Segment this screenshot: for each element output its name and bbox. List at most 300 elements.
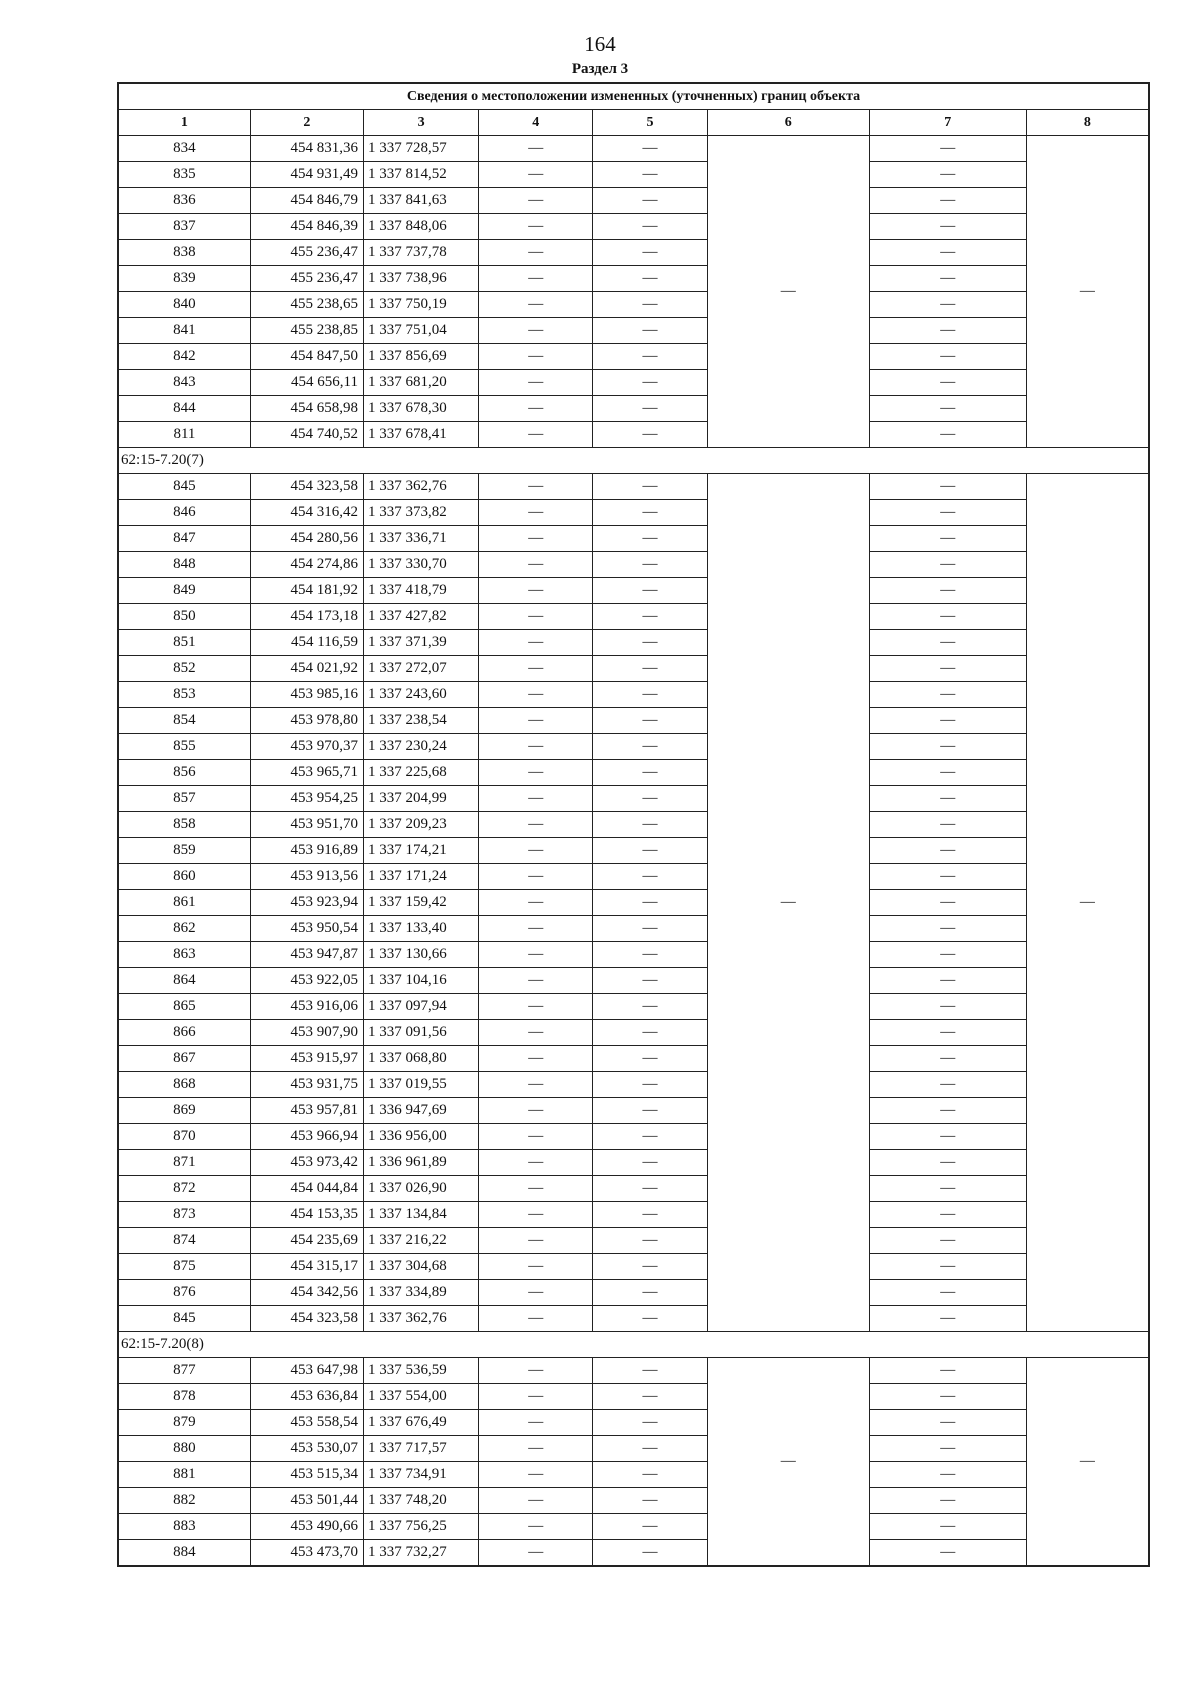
col7-dash-cell: — [869, 786, 1026, 812]
group-header-row [118, 448, 1149, 474]
col5-dash-cell: — [593, 1046, 707, 1072]
point-number-cell: 884 [118, 1540, 250, 1567]
table-row [118, 1046, 1149, 1072]
x-coordinate-cell: 454 846,79 [250, 188, 363, 214]
y-coordinate-cell: 1 337 737,78 [363, 240, 478, 266]
y-coordinate-cell: 1 337 134,84 [363, 1202, 478, 1228]
table-caption: Сведения о местоположении измененных (уточненных) границ объекта [118, 83, 1149, 110]
col5-dash-cell: — [593, 1202, 707, 1228]
col4-dash-cell: — [479, 344, 593, 370]
table-row [118, 838, 1149, 864]
col7-dash-cell: — [869, 292, 1026, 318]
y-coordinate-cell: 1 337 848,06 [363, 214, 478, 240]
col6-merged-dash-cell: — [707, 136, 869, 448]
table-row [118, 188, 1149, 214]
col4-dash-cell: — [479, 916, 593, 942]
col7-dash-cell: — [869, 838, 1026, 864]
table-row [118, 500, 1149, 526]
point-number-cell: 879 [118, 1410, 250, 1436]
col4-dash-cell: — [479, 1254, 593, 1280]
col4-dash-cell: — [479, 370, 593, 396]
x-coordinate-cell: 455 238,65 [250, 292, 363, 318]
col7-dash-cell: — [869, 214, 1026, 240]
table-row [118, 1540, 1149, 1567]
x-coordinate-cell: 454 323,58 [250, 474, 363, 500]
col4-dash-cell: — [479, 526, 593, 552]
point-number-cell: 858 [118, 812, 250, 838]
col4-dash-cell: — [479, 994, 593, 1020]
table-row [118, 1436, 1149, 1462]
column-header: 5 [593, 110, 707, 136]
x-coordinate-cell: 454 116,59 [250, 630, 363, 656]
col6-merged-dash-cell: — [707, 474, 869, 1332]
table-body [118, 136, 1149, 1567]
y-coordinate-cell: 1 337 751,04 [363, 318, 478, 344]
col7-dash-cell: — [869, 1436, 1026, 1462]
y-coordinate-cell: 1 337 738,96 [363, 266, 478, 292]
y-coordinate-cell: 1 337 678,30 [363, 396, 478, 422]
col5-dash-cell: — [593, 812, 707, 838]
table-row [118, 578, 1149, 604]
table-row [118, 1280, 1149, 1306]
point-number-cell: 846 [118, 500, 250, 526]
point-number-cell: 839 [118, 266, 250, 292]
table-row [118, 1228, 1149, 1254]
col7-dash-cell: — [869, 864, 1026, 890]
col4-dash-cell: — [479, 1046, 593, 1072]
col4-dash-cell: — [479, 396, 593, 422]
y-coordinate-cell: 1 337 104,16 [363, 968, 478, 994]
col5-dash-cell: — [593, 292, 707, 318]
column-header: 8 [1026, 110, 1149, 136]
x-coordinate-cell: 453 530,07 [250, 1436, 363, 1462]
x-coordinate-cell: 454 656,11 [250, 370, 363, 396]
col5-dash-cell: — [593, 1020, 707, 1046]
x-coordinate-cell: 453 907,90 [250, 1020, 363, 1046]
y-coordinate-cell: 1 336 956,00 [363, 1124, 478, 1150]
y-coordinate-cell: 1 337 418,79 [363, 578, 478, 604]
x-coordinate-cell: 454 342,56 [250, 1280, 363, 1306]
y-coordinate-cell: 1 336 947,69 [363, 1098, 478, 1124]
col5-dash-cell: — [593, 474, 707, 500]
col7-dash-cell: — [869, 942, 1026, 968]
point-number-cell: 873 [118, 1202, 250, 1228]
point-number-cell: 857 [118, 786, 250, 812]
col5-dash-cell: — [593, 994, 707, 1020]
col5-dash-cell: — [593, 1150, 707, 1176]
col7-dash-cell: — [869, 656, 1026, 682]
col7-dash-cell: — [869, 1514, 1026, 1540]
point-number-cell: 844 [118, 396, 250, 422]
col4-dash-cell: — [479, 1124, 593, 1150]
table-row [118, 968, 1149, 994]
x-coordinate-cell: 455 238,85 [250, 318, 363, 344]
col5-dash-cell: — [593, 1514, 707, 1540]
col4-dash-cell: — [479, 292, 593, 318]
col4-dash-cell: — [479, 734, 593, 760]
col4-dash-cell: — [479, 1462, 593, 1488]
y-coordinate-cell: 1 337 814,52 [363, 162, 478, 188]
col7-dash-cell: — [869, 916, 1026, 942]
col5-dash-cell: — [593, 864, 707, 890]
col5-dash-cell: — [593, 890, 707, 916]
col4-dash-cell: — [479, 630, 593, 656]
y-coordinate-cell: 1 337 209,23 [363, 812, 478, 838]
col5-dash-cell: — [593, 708, 707, 734]
point-number-cell: 859 [118, 838, 250, 864]
col7-dash-cell: — [869, 604, 1026, 630]
col4-dash-cell: — [479, 162, 593, 188]
point-number-cell: 882 [118, 1488, 250, 1514]
col7-dash-cell: — [869, 1384, 1026, 1410]
table-row [118, 864, 1149, 890]
col7-dash-cell: — [869, 1098, 1026, 1124]
group-label: 62:15-7.20(8) [118, 1332, 1149, 1358]
y-coordinate-cell: 1 337 304,68 [363, 1254, 478, 1280]
y-coordinate-cell: 1 337 748,20 [363, 1488, 478, 1514]
col4-dash-cell: — [479, 1540, 593, 1567]
table-row [118, 552, 1149, 578]
point-number-cell: 862 [118, 916, 250, 942]
point-number-cell: 868 [118, 1072, 250, 1098]
column-header: 6 [707, 110, 869, 136]
y-coordinate-cell: 1 336 961,89 [363, 1150, 478, 1176]
col7-dash-cell: — [869, 266, 1026, 292]
y-coordinate-cell: 1 337 750,19 [363, 292, 478, 318]
table-row [118, 1410, 1149, 1436]
group-header-row [118, 1332, 1149, 1358]
y-coordinate-cell: 1 337 841,63 [363, 188, 478, 214]
y-coordinate-cell: 1 337 427,82 [363, 604, 478, 630]
table-row [118, 370, 1149, 396]
y-coordinate-cell: 1 337 243,60 [363, 682, 478, 708]
table-row [118, 682, 1149, 708]
col5-dash-cell: — [593, 188, 707, 214]
col7-dash-cell: — [869, 370, 1026, 396]
x-coordinate-cell: 453 965,71 [250, 760, 363, 786]
col5-dash-cell: — [593, 526, 707, 552]
col4-dash-cell: — [479, 578, 593, 604]
col4-dash-cell: — [479, 318, 593, 344]
x-coordinate-cell: 454 153,35 [250, 1202, 363, 1228]
col5-dash-cell: — [593, 1462, 707, 1488]
point-number-cell: 845 [118, 474, 250, 500]
point-number-cell: 880 [118, 1436, 250, 1462]
col5-dash-cell: — [593, 344, 707, 370]
col6-merged-dash-cell: — [707, 1358, 869, 1567]
col4-dash-cell: — [479, 604, 593, 630]
col7-dash-cell: — [869, 500, 1026, 526]
col4-dash-cell: — [479, 1358, 593, 1384]
col5-dash-cell: — [593, 578, 707, 604]
table-row [118, 1306, 1149, 1332]
x-coordinate-cell: 453 966,94 [250, 1124, 363, 1150]
group-label: 62:15-7.20(7) [118, 448, 1149, 474]
y-coordinate-cell: 1 337 554,00 [363, 1384, 478, 1410]
col4-dash-cell: — [479, 838, 593, 864]
table-row [118, 162, 1149, 188]
table-row [118, 942, 1149, 968]
col7-dash-cell: — [869, 1280, 1026, 1306]
y-coordinate-cell: 1 337 068,80 [363, 1046, 478, 1072]
y-coordinate-cell: 1 337 678,41 [363, 422, 478, 448]
table-row [118, 786, 1149, 812]
y-coordinate-cell: 1 337 732,27 [363, 1540, 478, 1567]
col7-dash-cell: — [869, 1124, 1026, 1150]
col7-dash-cell: — [869, 1358, 1026, 1384]
x-coordinate-cell: 453 970,37 [250, 734, 363, 760]
col5-dash-cell: — [593, 396, 707, 422]
x-coordinate-cell: 454 316,42 [250, 500, 363, 526]
table-row [118, 812, 1149, 838]
point-number-cell: 843 [118, 370, 250, 396]
point-number-cell: 871 [118, 1150, 250, 1176]
col4-dash-cell: — [479, 812, 593, 838]
y-coordinate-cell: 1 337 238,54 [363, 708, 478, 734]
point-number-cell: 842 [118, 344, 250, 370]
col7-dash-cell: — [869, 526, 1026, 552]
y-coordinate-cell: 1 337 225,68 [363, 760, 478, 786]
table-row [118, 318, 1149, 344]
x-coordinate-cell: 453 913,56 [250, 864, 363, 890]
y-coordinate-cell: 1 337 133,40 [363, 916, 478, 942]
section-title: Раздел 3 [571, 61, 629, 77]
x-coordinate-cell: 454 740,52 [250, 422, 363, 448]
x-coordinate-cell: 454 021,92 [250, 656, 363, 682]
point-number-cell: 865 [118, 994, 250, 1020]
point-number-cell: 864 [118, 968, 250, 994]
point-number-cell: 855 [118, 734, 250, 760]
col5-dash-cell: — [593, 370, 707, 396]
col4-dash-cell: — [479, 552, 593, 578]
y-coordinate-cell: 1 337 362,76 [363, 474, 478, 500]
col5-dash-cell: — [593, 422, 707, 448]
col4-dash-cell: — [479, 890, 593, 916]
table-row [118, 890, 1149, 916]
point-number-cell: 852 [118, 656, 250, 682]
col5-dash-cell: — [593, 1254, 707, 1280]
col7-dash-cell: — [869, 1228, 1026, 1254]
y-coordinate-cell: 1 337 091,56 [363, 1020, 478, 1046]
col4-dash-cell: — [479, 240, 593, 266]
point-number-cell: 838 [118, 240, 250, 266]
col7-dash-cell: — [869, 1254, 1026, 1280]
point-number-cell: 860 [118, 864, 250, 890]
point-number-cell: 853 [118, 682, 250, 708]
point-number-cell: 854 [118, 708, 250, 734]
y-coordinate-cell: 1 337 336,71 [363, 526, 478, 552]
y-coordinate-cell: 1 337 334,89 [363, 1280, 478, 1306]
col4-dash-cell: — [479, 1150, 593, 1176]
y-coordinate-cell: 1 337 174,21 [363, 838, 478, 864]
point-number-cell: 837 [118, 214, 250, 240]
col7-dash-cell: — [869, 1540, 1026, 1567]
x-coordinate-cell: 454 181,92 [250, 578, 363, 604]
col5-dash-cell: — [593, 656, 707, 682]
col7-dash-cell: — [869, 1462, 1026, 1488]
col5-dash-cell: — [593, 1280, 707, 1306]
col7-dash-cell: — [869, 1020, 1026, 1046]
x-coordinate-cell: 454 280,56 [250, 526, 363, 552]
x-coordinate-cell: 453 954,25 [250, 786, 363, 812]
col4-dash-cell: — [479, 864, 593, 890]
col7-dash-cell: — [869, 1176, 1026, 1202]
y-coordinate-cell: 1 337 856,69 [363, 344, 478, 370]
table-row [118, 1176, 1149, 1202]
col5-dash-cell: — [593, 838, 707, 864]
y-coordinate-cell: 1 337 728,57 [363, 136, 478, 162]
col5-dash-cell: — [593, 630, 707, 656]
col5-dash-cell: — [593, 1306, 707, 1332]
col7-dash-cell: — [869, 890, 1026, 916]
col4-dash-cell: — [479, 422, 593, 448]
y-coordinate-cell: 1 337 676,49 [363, 1410, 478, 1436]
col5-dash-cell: — [593, 1436, 707, 1462]
col7-dash-cell: — [869, 734, 1026, 760]
col7-dash-cell: — [869, 812, 1026, 838]
table-row [118, 422, 1149, 448]
point-number-cell: 872 [118, 1176, 250, 1202]
point-number-cell: 874 [118, 1228, 250, 1254]
col4-dash-cell: — [479, 188, 593, 214]
col5-dash-cell: — [593, 942, 707, 968]
x-coordinate-cell: 453 647,98 [250, 1358, 363, 1384]
x-coordinate-cell: 453 947,87 [250, 942, 363, 968]
col4-dash-cell: — [479, 214, 593, 240]
y-coordinate-cell: 1 337 216,22 [363, 1228, 478, 1254]
y-coordinate-cell: 1 337 717,57 [363, 1436, 478, 1462]
col5-dash-cell: — [593, 500, 707, 526]
point-number-cell: 869 [118, 1098, 250, 1124]
x-coordinate-cell: 454 658,98 [250, 396, 363, 422]
table-row [118, 708, 1149, 734]
table-row [118, 292, 1149, 318]
coordinates-table [117, 82, 1150, 1567]
point-number-cell: 875 [118, 1254, 250, 1280]
x-coordinate-cell: 453 931,75 [250, 1072, 363, 1098]
col7-dash-cell: — [869, 318, 1026, 344]
col5-dash-cell: — [593, 604, 707, 630]
x-coordinate-cell: 455 236,47 [250, 266, 363, 292]
x-coordinate-cell: 453 501,44 [250, 1488, 363, 1514]
y-coordinate-cell: 1 337 230,24 [363, 734, 478, 760]
col4-dash-cell: — [479, 1020, 593, 1046]
point-number-cell: 861 [118, 890, 250, 916]
col7-dash-cell: — [869, 682, 1026, 708]
point-number-cell: 870 [118, 1124, 250, 1150]
y-coordinate-cell: 1 337 272,07 [363, 656, 478, 682]
col4-dash-cell: — [479, 968, 593, 994]
table-row [118, 760, 1149, 786]
col5-dash-cell: — [593, 760, 707, 786]
col5-dash-cell: — [593, 1124, 707, 1150]
x-coordinate-cell: 453 951,70 [250, 812, 363, 838]
table-row [118, 1488, 1149, 1514]
x-coordinate-cell: 455 236,47 [250, 240, 363, 266]
y-coordinate-cell: 1 337 130,66 [363, 942, 478, 968]
x-coordinate-cell: 453 515,34 [250, 1462, 363, 1488]
x-coordinate-cell: 454 831,36 [250, 136, 363, 162]
col5-dash-cell: — [593, 682, 707, 708]
point-number-cell: 849 [118, 578, 250, 604]
table-row [118, 1358, 1149, 1384]
table-row [118, 526, 1149, 552]
x-coordinate-cell: 453 473,70 [250, 1540, 363, 1567]
col5-dash-cell: — [593, 266, 707, 292]
y-coordinate-cell: 1 337 756,25 [363, 1514, 478, 1540]
col7-dash-cell: — [869, 422, 1026, 448]
table-row [118, 266, 1149, 292]
table-row [118, 1124, 1149, 1150]
point-number-cell: 851 [118, 630, 250, 656]
col4-dash-cell: — [479, 1228, 593, 1254]
col7-dash-cell: — [869, 1306, 1026, 1332]
x-coordinate-cell: 454 173,18 [250, 604, 363, 630]
col4-dash-cell: — [479, 760, 593, 786]
col5-dash-cell: — [593, 318, 707, 344]
x-coordinate-cell: 454 315,17 [250, 1254, 363, 1280]
point-number-cell: 835 [118, 162, 250, 188]
page-number: 164 [584, 32, 616, 56]
point-number-cell: 811 [118, 422, 250, 448]
col5-dash-cell: — [593, 1488, 707, 1514]
point-number-cell: 850 [118, 604, 250, 630]
col7-dash-cell: — [869, 1046, 1026, 1072]
table-row [118, 994, 1149, 1020]
x-coordinate-cell: 453 973,42 [250, 1150, 363, 1176]
x-coordinate-cell: 454 274,86 [250, 552, 363, 578]
y-coordinate-cell: 1 337 159,42 [363, 890, 478, 916]
col8-merged-dash-cell: — [1026, 1358, 1149, 1567]
col7-dash-cell: — [869, 1410, 1026, 1436]
col4-dash-cell: — [479, 1488, 593, 1514]
x-coordinate-cell: 453 978,80 [250, 708, 363, 734]
table-row [118, 214, 1149, 240]
point-number-cell: 845 [118, 1306, 250, 1332]
col7-dash-cell: — [869, 1488, 1026, 1514]
x-coordinate-cell: 453 916,06 [250, 994, 363, 1020]
column-header: 1 [118, 110, 250, 136]
col5-dash-cell: — [593, 240, 707, 266]
table-row [118, 604, 1149, 630]
col5-dash-cell: — [593, 1410, 707, 1436]
column-header: 4 [479, 110, 593, 136]
table-row [118, 1462, 1149, 1488]
x-coordinate-cell: 453 490,66 [250, 1514, 363, 1540]
y-coordinate-cell: 1 337 536,59 [363, 1358, 478, 1384]
col5-dash-cell: — [593, 1072, 707, 1098]
col7-dash-cell: — [869, 344, 1026, 370]
point-number-cell: 836 [118, 188, 250, 214]
y-coordinate-cell: 1 337 734,91 [363, 1462, 478, 1488]
y-coordinate-cell: 1 337 019,55 [363, 1072, 478, 1098]
col4-dash-cell: — [479, 1384, 593, 1410]
x-coordinate-cell: 453 916,89 [250, 838, 363, 864]
col5-dash-cell: — [593, 552, 707, 578]
point-number-cell: 878 [118, 1384, 250, 1410]
table-row [118, 1150, 1149, 1176]
col5-dash-cell: — [593, 734, 707, 760]
col5-dash-cell: — [593, 1358, 707, 1384]
col4-dash-cell: — [479, 1098, 593, 1124]
point-number-cell: 867 [118, 1046, 250, 1072]
col5-dash-cell: — [593, 214, 707, 240]
table-row [118, 1072, 1149, 1098]
y-coordinate-cell: 1 337 330,70 [363, 552, 478, 578]
col4-dash-cell: — [479, 1176, 593, 1202]
col5-dash-cell: — [593, 1098, 707, 1124]
col7-dash-cell: — [869, 162, 1026, 188]
